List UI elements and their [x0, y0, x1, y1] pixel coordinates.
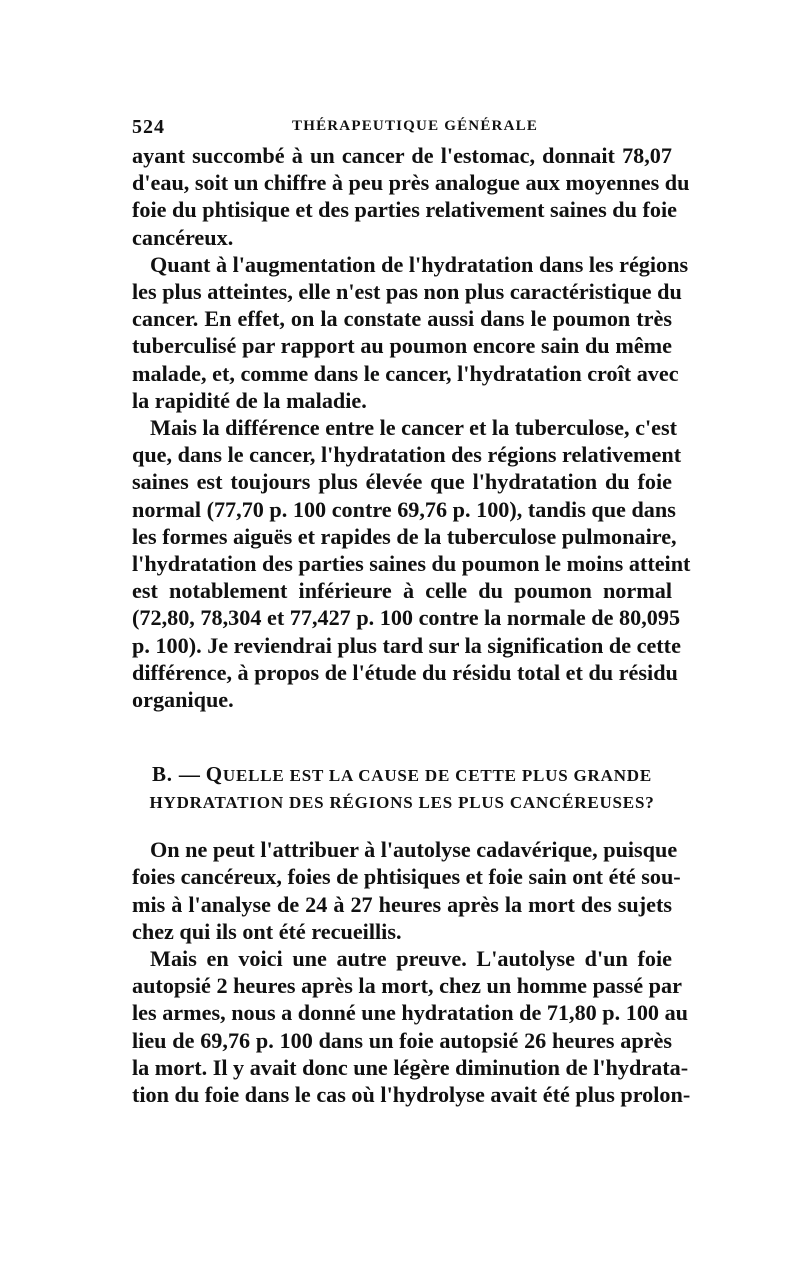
- text-line: chez qui ils ont été recueillis.: [132, 918, 402, 944]
- text-line: les plus atteintes, elle n'est pas non plus caractéristique du: [132, 279, 682, 305]
- text-line: malade, et, comme dans le cancer, l'hydratation croît avec: [132, 360, 679, 386]
- text-line: la rapidité de la maladie.: [132, 387, 367, 413]
- book-page: [132, 112, 691, 1108]
- text-line: différence, à propos de l'étude du résidu total et du résidu: [132, 659, 678, 685]
- paragraph-3: [132, 414, 691, 713]
- section-initial: Q: [205, 762, 223, 787]
- section-heading: [132, 761, 672, 816]
- paragraph-4: [132, 836, 681, 945]
- text-line: lieu de 69,76 p. 100 dans un foie autopsié 26 heures après: [132, 1027, 672, 1053]
- text-line: Quant à l'augmentation de l'hydratation dans les régions: [150, 251, 689, 277]
- text-line: d'eau, soit un chiffre à peu près analogue aux moyennes du: [132, 170, 690, 196]
- text-line: l'hydratation des parties saines du poumon le moins atteint: [132, 551, 691, 577]
- running-title: THÉRAPEUTIQUE GÉNÉRALE: [292, 118, 539, 134]
- text-line: cancer. En effet, on la constate aussi dans le poumon très: [132, 306, 672, 332]
- paragraph-2: [132, 251, 689, 414]
- text-line: (72,80, 78,304 et 77,427 p. 100 contre la normale de 80,095: [132, 605, 681, 631]
- text-line: foie du phtisique et des parties relativement saines du foie: [132, 197, 678, 223]
- text-line: ayant succombé à un cancer de l'estomac, donnait 78,07: [132, 143, 672, 168]
- text-line: mis à l'analyse de 24 à 27 heures après la mort des sujets: [132, 891, 672, 917]
- page-number: 524: [132, 116, 165, 138]
- text-line: Mais la différence entre le cancer et la tuberculose, c'est: [150, 415, 677, 441]
- text-line: cancéreux.: [132, 224, 234, 250]
- paragraph-5: [132, 945, 691, 1108]
- text-line: les armes, nous a donné une hydratation de 71,80 p. 100 au: [132, 1000, 688, 1026]
- section-heading-rest: UELLE EST LA CAUSE DE CETTE PLUS GRANDE: [222, 766, 652, 786]
- text-line: p. 100). Je reviendrai plus tard sur la signification de cette: [132, 632, 681, 658]
- text-line: est notablement inférieure à celle du poumon normal: [132, 578, 672, 604]
- section-heading-line-2: HYDRATATION DES RÉGIONS LES PLUS CANCÉREUSES?: [149, 793, 655, 813]
- text-line: Mais en voici une autre preuve. L'autolyse d'un foie: [150, 946, 672, 972]
- text-line: normal (77,70 p. 100 contre 69,76 p. 100), tandis que dans: [132, 496, 676, 522]
- text-line: que, dans le cancer, l'hydratation des régions relativement: [132, 442, 682, 468]
- text-line: organique.: [132, 687, 234, 713]
- text-line: saines est toujours plus élevée que l'hydratation du foie: [132, 469, 672, 495]
- section-label: B. —: [151, 762, 201, 787]
- paragraph-1: [132, 142, 690, 251]
- text-line: foies cancéreux, foies de phtisiques et foie sain ont été sou-: [132, 864, 681, 890]
- text-line: les formes aiguës et rapides de la tuberculose pulmonaire,: [132, 523, 677, 549]
- text-line: On ne peut l'attribuer à l'autolyse cadavérique, puisque: [150, 837, 678, 863]
- running-head: [132, 112, 672, 142]
- text-line: tion du foie dans le cas où l'hydrolyse avait été plus prolon-: [132, 1082, 691, 1108]
- text-line: autopsié 2 heures après la mort, chez un homme passé par: [132, 973, 682, 999]
- text-line: la mort. Il y avait donc une légère diminution de l'hydrata-: [132, 1054, 689, 1080]
- section-heading-line-1: [132, 761, 672, 789]
- text-line: tuberculisé par rapport au poumon encore sain du même: [132, 333, 672, 359]
